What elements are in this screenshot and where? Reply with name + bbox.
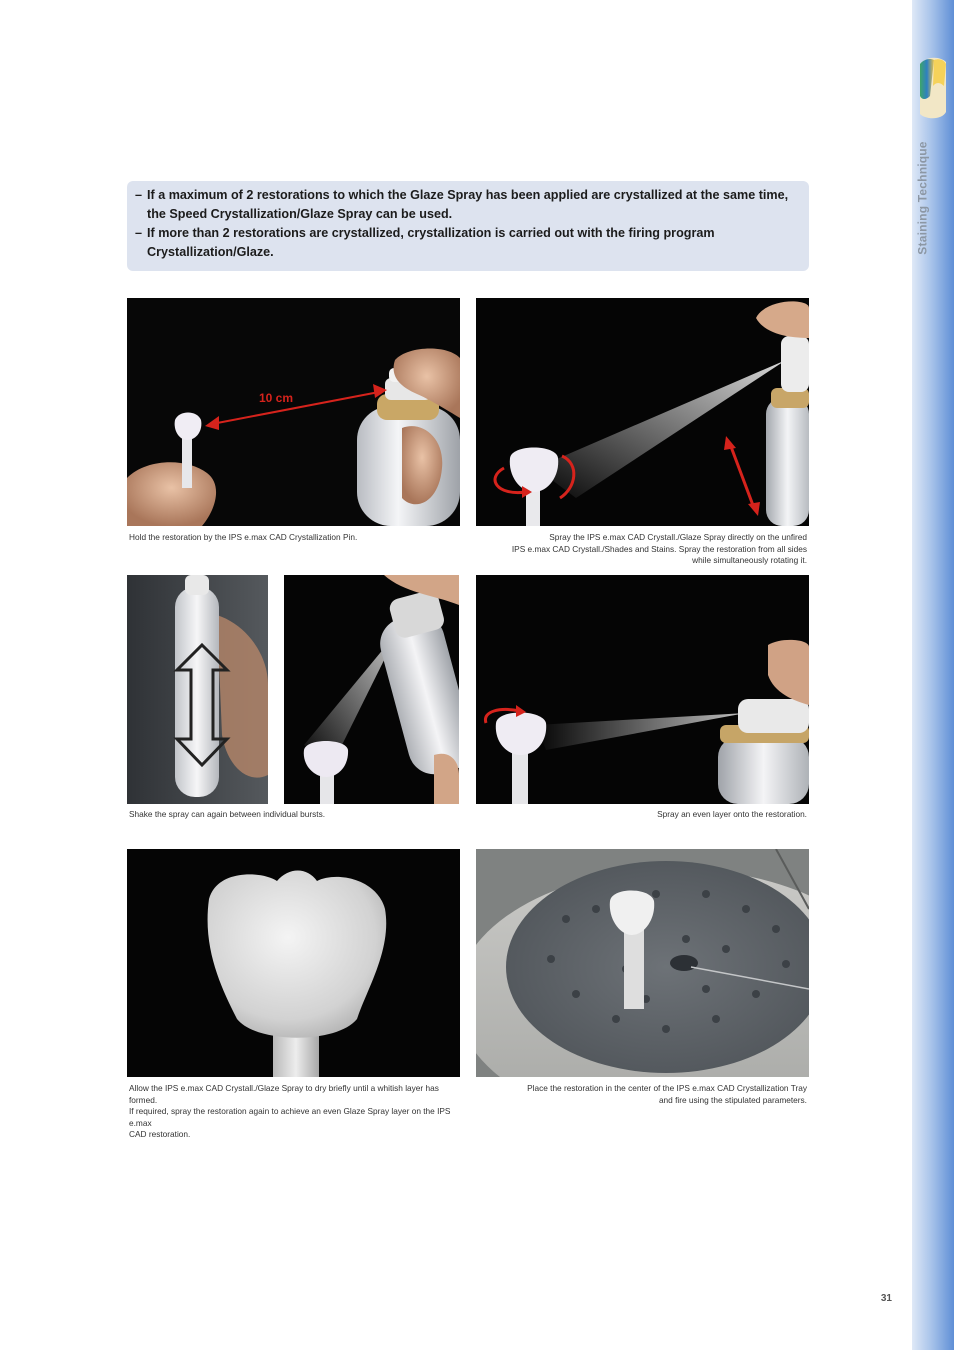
caption-fig6 xyxy=(476,1083,807,1106)
caption-fig3 xyxy=(129,809,459,821)
photo-hold-restoration xyxy=(127,298,460,526)
photo-crystallization-tray xyxy=(476,849,809,1077)
crown-logo-icon xyxy=(916,56,948,122)
photo-spray-burst xyxy=(284,575,459,804)
caption-fig5 xyxy=(129,1083,460,1141)
caption-line: Place the restoration in the center of the IPS e.max CAD Crystallization Tray xyxy=(527,1083,807,1093)
caption-line: If required, spray the restoration again to achieve an even Glaze Spray layer on the IPS e.max xyxy=(129,1106,451,1128)
photo-dried-layer xyxy=(127,849,460,1077)
note-item xyxy=(135,186,799,224)
section-title xyxy=(914,138,932,258)
photo-shake-can xyxy=(127,575,268,804)
info-box xyxy=(127,181,809,271)
note-dash: – xyxy=(135,188,143,202)
caption-line: and fire using the stipulated parameters. xyxy=(658,1094,807,1105)
note-line: If a maximum of 2 restorations to which the Glaze Spray has been applied are crystallized at the same time, xyxy=(147,188,789,202)
caption-fig2 xyxy=(476,532,807,567)
note-line: the Speed Crystallization/Glaze Spray can be used. xyxy=(147,207,453,221)
caption-line: Spray the IPS e.max CAD Crystall./Glaze Spray directly on the unfired xyxy=(549,532,807,542)
photo-spray-rotating xyxy=(476,298,809,526)
distance-annotation: 10 cm xyxy=(259,391,294,405)
caption-fig1 xyxy=(129,532,459,544)
note-line: Crystallization/Glaze. xyxy=(147,245,274,259)
photo-spray-layer xyxy=(476,575,809,804)
note-line: If more than 2 restorations are crystallized, crystallization is carried out with the firing program xyxy=(147,226,715,240)
caption-line: Spray an even layer onto the restoration. xyxy=(657,809,807,819)
page-number: 31 xyxy=(880,1293,892,1304)
caption-line: Allow the IPS e.max CAD Crystall./Glaze Spray to dry briefly until a whitish layer has formed. xyxy=(129,1083,439,1105)
caption-line: IPS e.max CAD Crystall./Shades and Stains. Spray the restoration from all sides xyxy=(511,543,807,554)
caption-line: while simultaneously rotating it. xyxy=(692,555,807,565)
caption-line: Shake the spray can again between individual bursts. xyxy=(129,809,326,819)
note-dash: – xyxy=(135,226,143,240)
note-item xyxy=(135,224,799,262)
caption-line: CAD restoration. xyxy=(129,1129,191,1139)
caption-line: Hold the restoration by the IPS e.max CAD Crystallization Pin. xyxy=(129,532,358,542)
caption-fig4 xyxy=(476,809,807,821)
side-band xyxy=(912,0,954,1350)
section-title-text: Staining Technique xyxy=(916,141,931,255)
